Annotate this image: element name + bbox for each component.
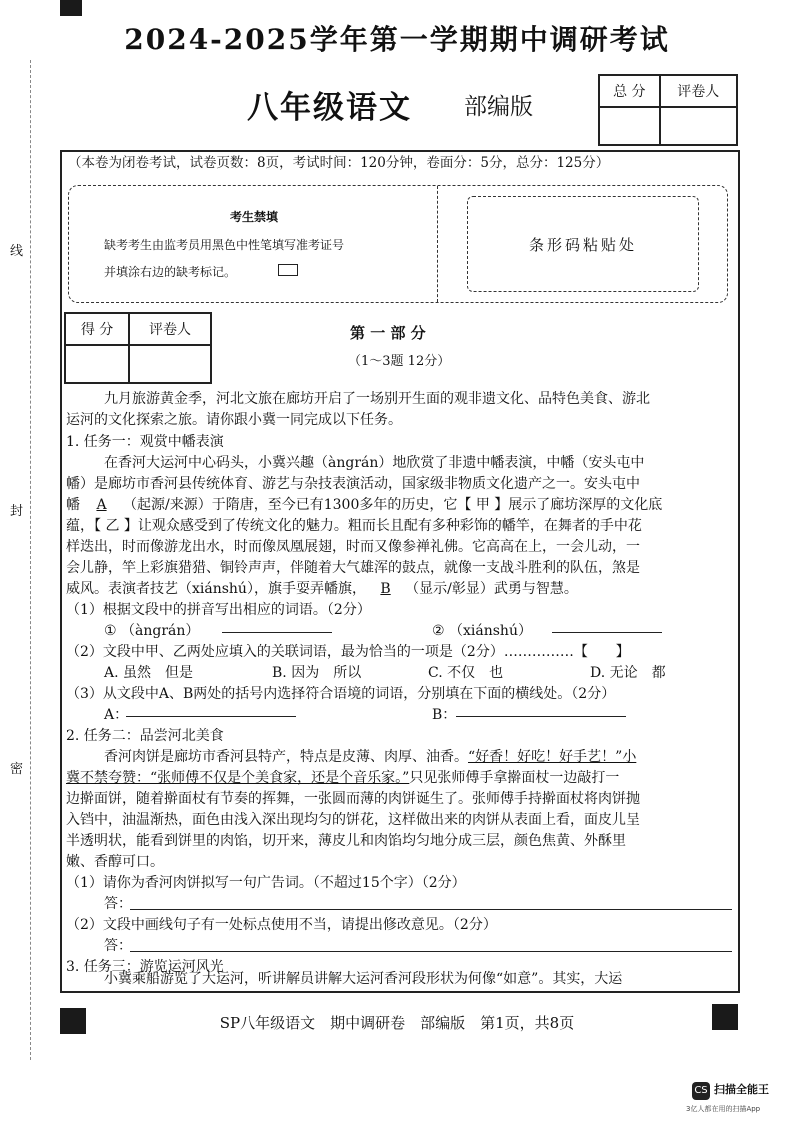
edition-label: 部编版 (464, 94, 533, 120)
task2-para-line-4: 入铛中，油温渐热，面色由浅入深出现均匀的饼花，这样做出来的肉饼从表面上看，面皮儿呈 (66, 812, 640, 828)
task2-para-line-6: 嫩、香醇可口。 (66, 854, 164, 870)
scanner-watermark (692, 1078, 769, 1100)
task1-para-line-4: 蕴，【 乙 】让观众感受到了传统文化的魅力。粗而长且配有多种彩饰的幡竿，在舞者的手中花 (66, 518, 642, 534)
binding-margin-line (30, 60, 31, 1060)
task2-para-line-3: 边擀面饼，随着擀面杖有节奏的挥舞，一张圆而薄的肉饼诞生了。张师傅手持擀面杖将肉饼抛 (66, 791, 640, 807)
task2-underlined-sentence-1: “好香！好吃！好手艺！”小 (468, 749, 637, 765)
task2-para-line-1-start: 香河肉饼是廊坊市香河县特产，特点是皮薄、肉厚、油香。 (104, 749, 468, 765)
subject-title: 八年级语文 (247, 90, 412, 126)
task2-q2-answer-label: 答： (104, 938, 132, 954)
task1-question-3: （3）从文段中A、B两处的括号内选择符合语境的词语，分别填在下面的横线处。（2分） (66, 686, 616, 702)
task1-para-line-7-start: 威风。表演者技艺（xiánshú），旗手耍弄幡旗， (66, 581, 366, 597)
task2-para-line-5: 半透明状，能看到饼里的肉馅，切开来，薄皮儿和肉馅均匀地分成三层，颜色焦黄、外酥里 (66, 833, 626, 849)
task1-heading: 1. 任务一：观赏中幡表演 (66, 434, 224, 450)
task2-para-line-2-end: 只见张师傅手拿擀面杖一边敲打一 (409, 770, 620, 786)
task2-question-2: （2）文段中画线句子有一处标点使用不当，请提出修改意见。（2分） (66, 917, 497, 933)
task1-q2-option-b[interactable]: B. 因为 所以 (272, 665, 362, 681)
task1-q2-option-c[interactable]: C. 不仅 也 (428, 665, 504, 681)
task1-q1-label-a: ① （àngrán） (104, 623, 200, 639)
exam-title: 2024-2025学年第一学期期中调研考试 (124, 23, 670, 56)
task1-question-2: （2）文段中甲、乙两处应填入的关联词语，最为恰当的一项是（2分）……………【 】 (66, 644, 630, 660)
task2-para-line-1 (104, 747, 636, 768)
binding-mark-bottom: 密 (10, 762, 24, 777)
part-score-cell[interactable] (65, 345, 129, 383)
page-footer: SP八年级语文 期中调研卷 部编版 第1页，共8页 (219, 1014, 575, 1032)
total-grader-label: 评卷人 (660, 75, 737, 107)
part-title: 第 一 部 分 (350, 324, 426, 342)
task1-q3-label-b: B： (432, 707, 457, 723)
task1-q3-answer-b[interactable] (456, 716, 626, 717)
blank-b: B (380, 581, 391, 597)
scanner-logo-icon: CS (692, 1082, 710, 1100)
task1-q3-answer-a[interactable] (126, 716, 296, 717)
blank-a: A (96, 497, 107, 513)
task2-heading: 2. 任务二：品尝河北美食 (66, 728, 224, 744)
part-grader-label: 评卷人 (129, 313, 211, 345)
barcode-area: 条形码粘贴处 (467, 196, 699, 292)
task2-underlined-sentence-2: 冀不禁夸赞：“张师傅不仅是个美食家，还是个音乐家。” (66, 770, 410, 786)
task1-q1-answer-a[interactable] (222, 632, 332, 633)
task1-para-line-5: 样迭出，时而像游龙出水，时而像凤凰展翅，时而又像参禅礼佛。它高高在上，一会儿动，一 (66, 539, 640, 555)
task1-q1-label-b: ② （xiánshú） (432, 623, 532, 639)
binding-mark-middle: 封 (10, 504, 24, 519)
scanner-tagline: 3亿人都在用的扫描App (686, 1105, 761, 1113)
notice-line-1: 缺考考生由监考员用黑色中性笔填写准考证号 (104, 238, 345, 252)
task1-q3-label-a: A： (104, 707, 129, 723)
task3-para-line-1: 小冀乘船游览了大运河，听讲解员讲解大运河香河段形状为何像“如意”。其实，大运 (104, 971, 623, 987)
total-score-label: 总 分 (599, 75, 660, 107)
task1-para-line-7 (66, 579, 578, 600)
task1-question-1: （1）根据文段中的拼音写出相应的词语。（2分） (66, 602, 371, 618)
task3-heading: 3. 任务三：游览运河风光 (66, 959, 224, 975)
total-score-table (598, 74, 738, 146)
task1-q2-option-a[interactable]: A. 虽然 但是 (104, 665, 194, 681)
task1-para-line-7-end: （显示/彰显）武勇与智慧。 (405, 581, 578, 597)
task1-para-line-3-end: （起源/来源）于隋唐，至今已有1300多年的历史，它【 甲 】展示了廊坊深厚的文化底 (123, 497, 663, 513)
notice-line-2: 并填涂右边的缺考标记。 (104, 265, 237, 279)
notice-title: 考生禁填 (230, 210, 279, 224)
task1-q1-answer-b[interactable] (552, 632, 662, 633)
part-score-table (64, 312, 212, 384)
part-grader-cell[interactable] (129, 345, 211, 383)
total-grader-cell[interactable] (660, 107, 737, 145)
task2-question-1: （1）请你为香河肉饼拟写一句广告词。（不超过15个字）（2分） (66, 875, 466, 891)
task1-q2-option-d[interactable]: D. 无论 都 (590, 665, 666, 681)
intro-line-2: 运河的文化探索之旅。请你跟小冀一同完成以下任务。 (66, 412, 402, 428)
task1-para-line-1: 在香河大运河中心码头，小冀兴趣（àngrán）地欣赏了非遗中幡表演，中幡（安头屯中 (104, 455, 645, 471)
task2-q1-answer-label: 答： (104, 896, 132, 912)
task2-para-line-2 (66, 768, 619, 789)
part-range: （1～3题 12分） (348, 354, 451, 369)
absent-mark-box[interactable] (278, 264, 298, 276)
part-score-label: 得 分 (65, 313, 129, 345)
task2-q2-answer-line[interactable] (130, 951, 732, 952)
registration-mark-top-left (60, 0, 82, 16)
task1-para-line-2: 幡）是廊坊市香河县传统体育、游艺与杂技表演活动，国家级非物质文化遗产之一。安头屯中 (66, 476, 640, 492)
intro-line-1: 九月旅游黄金季，河北文旅在廊坊开启了一场别开生面的观非遗文化、品特色美食、游北 (104, 391, 650, 407)
binding-mark-top: 线 (10, 244, 24, 259)
task2-q1-answer-line[interactable] (130, 909, 732, 910)
scanner-app-name: 扫描全能王 (714, 1083, 769, 1096)
total-score-cell[interactable] (599, 107, 660, 145)
notice-divider (437, 186, 438, 302)
exam-note: （本卷为闭卷考试，试卷页数：8页，考试时间：120分钟，卷面分：5分，总分：125分） (68, 155, 610, 171)
task1-para-line-3-start: 幡 (66, 497, 80, 513)
task1-para-line-3 (66, 495, 662, 516)
task1-para-line-6: 会儿静，竿上彩旗猎猎、铜铃声声，伴随着大气雄浑的鼓点，就像一支战斗胜利的队伍，煞是 (66, 560, 640, 576)
